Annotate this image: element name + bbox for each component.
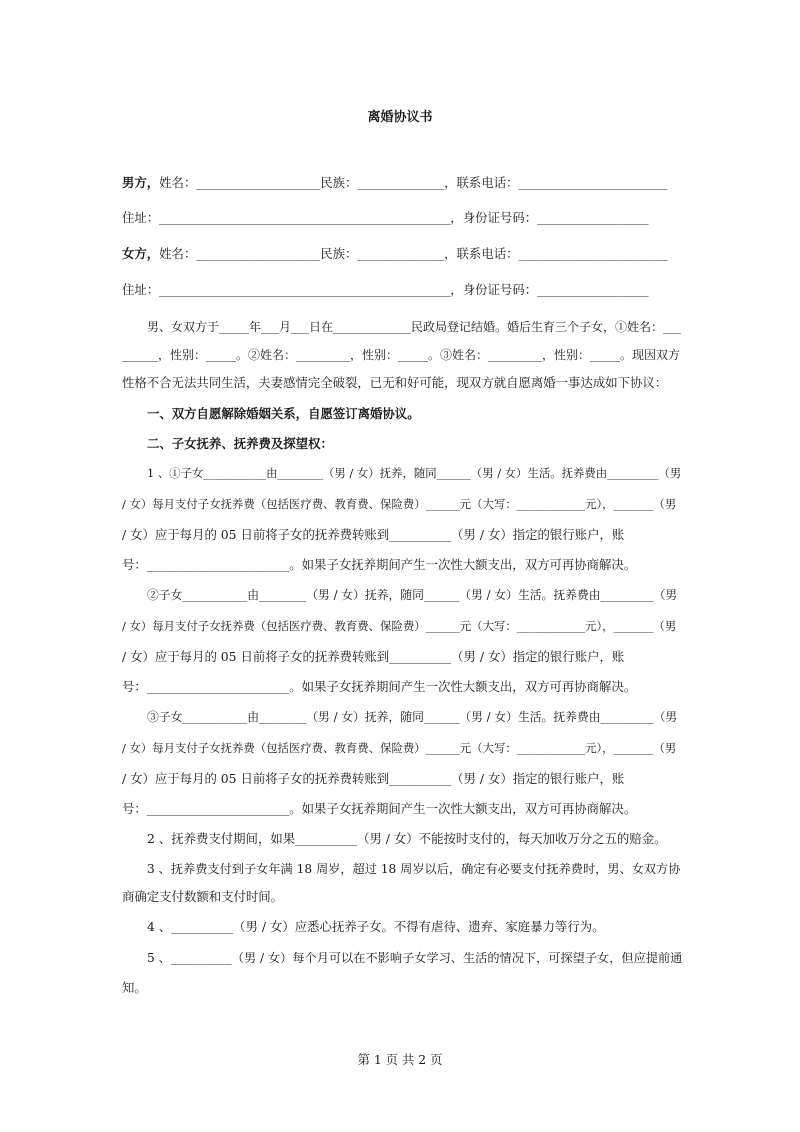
item-5-line-2: 知。 [122,980,147,995]
male-party-line [122,174,682,192]
child2-line-1: ②子女___________由________（男 / 女）抚养，随同______（男 / 女）生活。抚养费由_________（男 [147,588,678,602]
intro-line-3: 性格不合无法共同生活，夫妻感情完全破裂，已无和好可能，现双方就自愿离婚一事达成如下协议： [122,375,668,390]
male-address-line: 住址：_______________________________________________，身份证号码：__________________ [122,210,649,225]
document-title: 离婚协议书 [367,110,433,125]
child3-line-3: / 女）应于每月的 05 日前将子女的抚养费转账到__________（男 / 女）指定的银行账户，账 [122,771,625,786]
child2-line-3: / 女）应于每月的 05 日前将子女的抚养费转账到__________（男 / 女）指定的银行账户，账 [122,649,625,664]
item-3-line-1: 3 、抚养费支付到子女年满 18 周岁，超过 18 周岁以后，确定有必要支付抚养费时，男、女双方协 [147,862,681,876]
item-4: 4 、__________（男 / 女）应悉心抚养子女。不得有虐待、遗弃、家庭暴力等行为。 [147,919,605,934]
male-fields: 姓名：____________________民族：______________，联系电话：________________________ [159,175,668,190]
child2-line-2: / 女）每月支付子女抚养费（包括医疗费、教育费、保险费）______元（大写：____________元），_______（男 [122,619,677,633]
female-fields: 姓名：____________________民族：______________，联系电话：________________________ [159,246,668,261]
intro-line-1: 男、女双方于_____年___月___日在_____________民政局登记结婚。婚后生育三个子女，①姓名：___ [147,320,682,334]
female-label: 女方， [122,246,160,261]
child1-line-1: 1 、①子女___________由________（男 / 女）抚养，随同______（男 / 女）生活。抚养费由_________（男 [147,466,682,480]
child3-line-1: ③子女___________由________（男 / 女）抚养，随同______（男 / 女）生活。抚养费由_________（男 [147,710,678,724]
female-party-line [122,245,682,263]
child2-line-4: 号：_______________________。如果子女抚养期间产生一次性大额支出，双方可再协商解决。 [122,679,637,694]
item-3-line-2: 商确定支付数额和支付时间。 [122,889,284,904]
child1-line-2: / 女）每月支付子女抚养费（包括医疗费、教育费、保险费）______元（大写：____________元），_______（男 [122,497,677,511]
male-label: 男方， [122,175,160,190]
child3-line-2: / 女）每月支付子女抚养费（包括医疗费、教育费、保险费）______元（大写：____________元），_______（男 [122,741,677,755]
child1-line-4: 号：_______________________。如果子女抚养期间产生一次性大额支出，双方可再协商解决。 [122,557,637,572]
item-5-line-1: 5 、__________（男 / 女）每个月可以在不影响子女学习、生活的情况下，可探望子女，但应提前通 [147,951,683,965]
section-2-heading: 二、子女抚养、抚养费及探望权： [147,436,333,451]
child3-line-4: 号：_______________________。如果子女抚养期间产生一次性大额支出，双方可再协商解决。 [122,801,637,816]
item-2: 2 、抚养费支付期间，如果__________（男 / 女）不能按时支付的，每天加收万分之五的赔金。 [147,831,667,846]
section-1-heading: 一、双方自愿解除婚姻关系，自愿签订离婚协议。 [147,406,420,421]
page-footer: 第 1 页 共 2 页 [357,1052,443,1067]
female-address-line: 住址：_______________________________________________，身份证号码：__________________ [122,282,649,297]
intro-line-2: ______，性别：_____。②姓名：_________，性别：_____。③姓名：_________，性别：_____。现因双方 [122,348,681,362]
child1-line-3: / 女）应于每月的 05 日前将子女的抚养费转账到__________（男 / 女）指定的银行账户，账 [122,527,625,542]
